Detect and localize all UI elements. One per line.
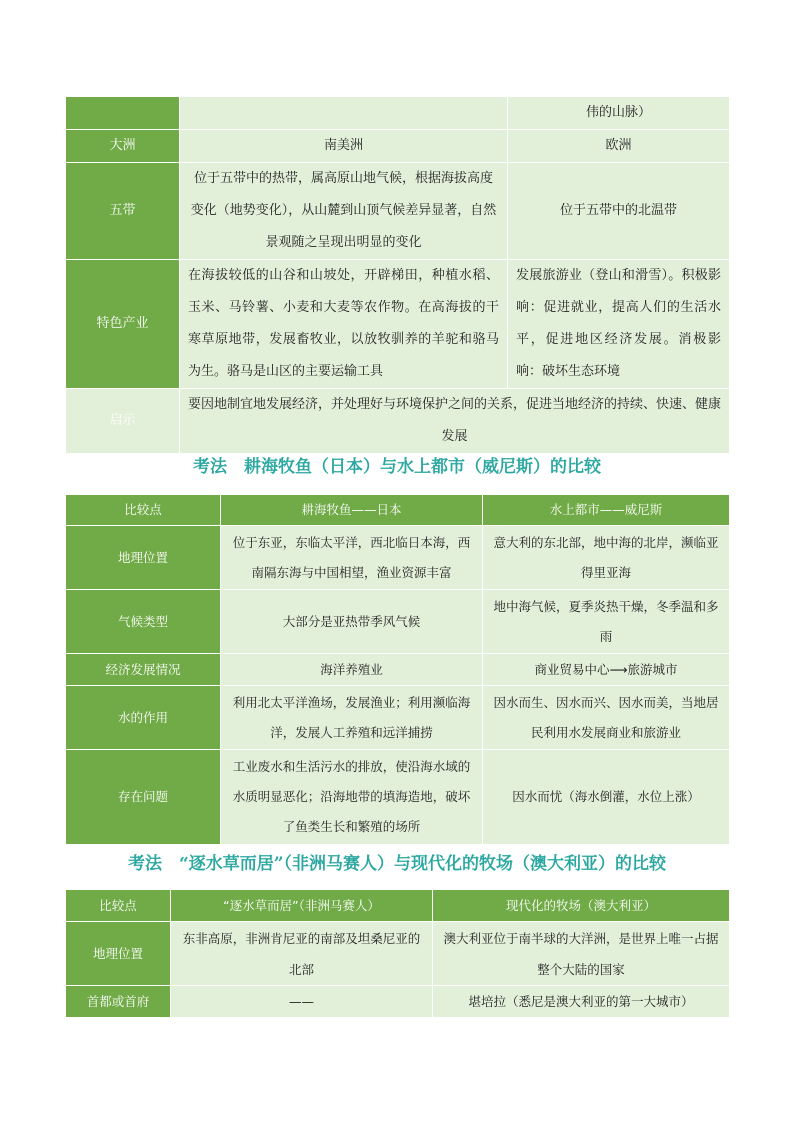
table-row-label: 五带: [66, 163, 180, 260]
table-header: 比较点: [66, 495, 221, 526]
table-row-label: 存在问题: [66, 750, 221, 845]
section-title: 考法 “逐水草而居”（非洲马赛人）与现代化的牧场（澳大利亚）的比较: [127, 854, 667, 874]
table-cell: 澳大利亚位于南半球的大洋洲，是世界上唯一占据整个大陆的国家: [433, 922, 730, 986]
table-header: 比较点: [66, 890, 171, 922]
section-title: 考法 耕海牧鱼（日本）与水上都市（威尼斯）的比较: [193, 457, 601, 477]
table-cell: 欧洲: [508, 130, 730, 163]
table-header: 水上都市——威尼斯: [483, 495, 730, 526]
table-cell: 位于东亚，东临太平洋，西北临日本海，西南隔东海与中国相望，渔业资源丰富: [221, 526, 483, 590]
table-row-label: 地理位置: [66, 526, 221, 590]
table-header: 现代化的牧场（澳大利亚）: [433, 890, 730, 922]
maasai-australia-comparison-table: [65, 889, 730, 1018]
table-cell: 伟的山脉）: [508, 97, 730, 130]
table-cell: 位于五带中的北温带: [508, 163, 730, 260]
table-cell: 海洋养殖业: [221, 654, 483, 686]
japan-venice-comparison-table: [65, 494, 730, 845]
table-cell: 位于五带中的热带，属高原山地气候，根据海拔高度变化（地势变化），从山麓到山顶气候差异显著，自然景观随之呈现出明显的变化: [180, 163, 508, 260]
table-row-label: 首都或首府: [66, 986, 171, 1018]
table-row-label: 气候类型: [66, 590, 221, 654]
table-row-label: 经济发展情况: [66, 654, 221, 686]
table-cell: 发展旅游业（登山和滑雪）。积极影响：促进就业，提高人们的生活水平，促进地区经济发展。消极影响：破坏生态环境: [508, 260, 730, 389]
table-header: 耕海牧鱼——日本: [221, 495, 483, 526]
table-cell: 南美洲: [180, 130, 508, 163]
table-cell: 利用北太平洋渔场，发展渔业；利用濒临海洋，发展人工养殖和远洋捕捞: [221, 686, 483, 750]
table-row-label: 特色产业: [66, 260, 180, 389]
table-cell: 地中海气候，夏季炎热干燥，冬季温和多雨: [483, 590, 730, 654]
table-row-label: 水的作用: [66, 686, 221, 750]
table-row-label: 地理位置: [66, 922, 171, 986]
table-cell: [180, 97, 508, 130]
table-cell: 大部分是亚热带季风气候: [221, 590, 483, 654]
table-cell: 商业贸易中心⟶旅游城市: [483, 654, 730, 686]
table-cell: 意大利的东北部，地中海的北岸，濒临亚得里亚海: [483, 526, 730, 590]
table-cell: 因水而忧（海水倒灌，水位上涨）: [483, 750, 730, 845]
table-row-label: 大洲: [66, 130, 180, 163]
table-cell: 要因地制宜地发展经济，并处理好与环境保护之间的关系，促进当地经济的持续、快速、健康发展: [180, 389, 730, 454]
table-row-label: 启示: [66, 389, 180, 454]
table-cell: ——: [171, 986, 433, 1018]
table-cell: 东非高原，非洲肯尼亚的南部及坦桑尼亚的北部: [171, 922, 433, 986]
table-cell: 堪培拉（悉尼是澳大利亚的第一大城市）: [433, 986, 730, 1018]
table-row-label: [66, 97, 180, 130]
table-header: “逐水草而居”（非洲马赛人）: [171, 890, 433, 922]
continent-comparison-table: [65, 96, 730, 454]
table-cell: 工业废水和生活污水的排放，使沿海水域的水质明显恶化；沿海地带的填海造地，破坏了鱼类生长和繁殖的场所: [221, 750, 483, 845]
table-cell: 在海拔较低的山谷和山坡处，开辟梯田，种植水稻、玉米、马铃薯、小麦和大麦等农作物。在高海拔的干寒草原地带，发展畜牧业，以放牧驯养的羊驼和骆马为生。骆马是山区的主要运输工具: [180, 260, 508, 389]
table-cell: 因水而生、因水而兴、因水而美，当地居民利用水发展商业和旅游业: [483, 686, 730, 750]
